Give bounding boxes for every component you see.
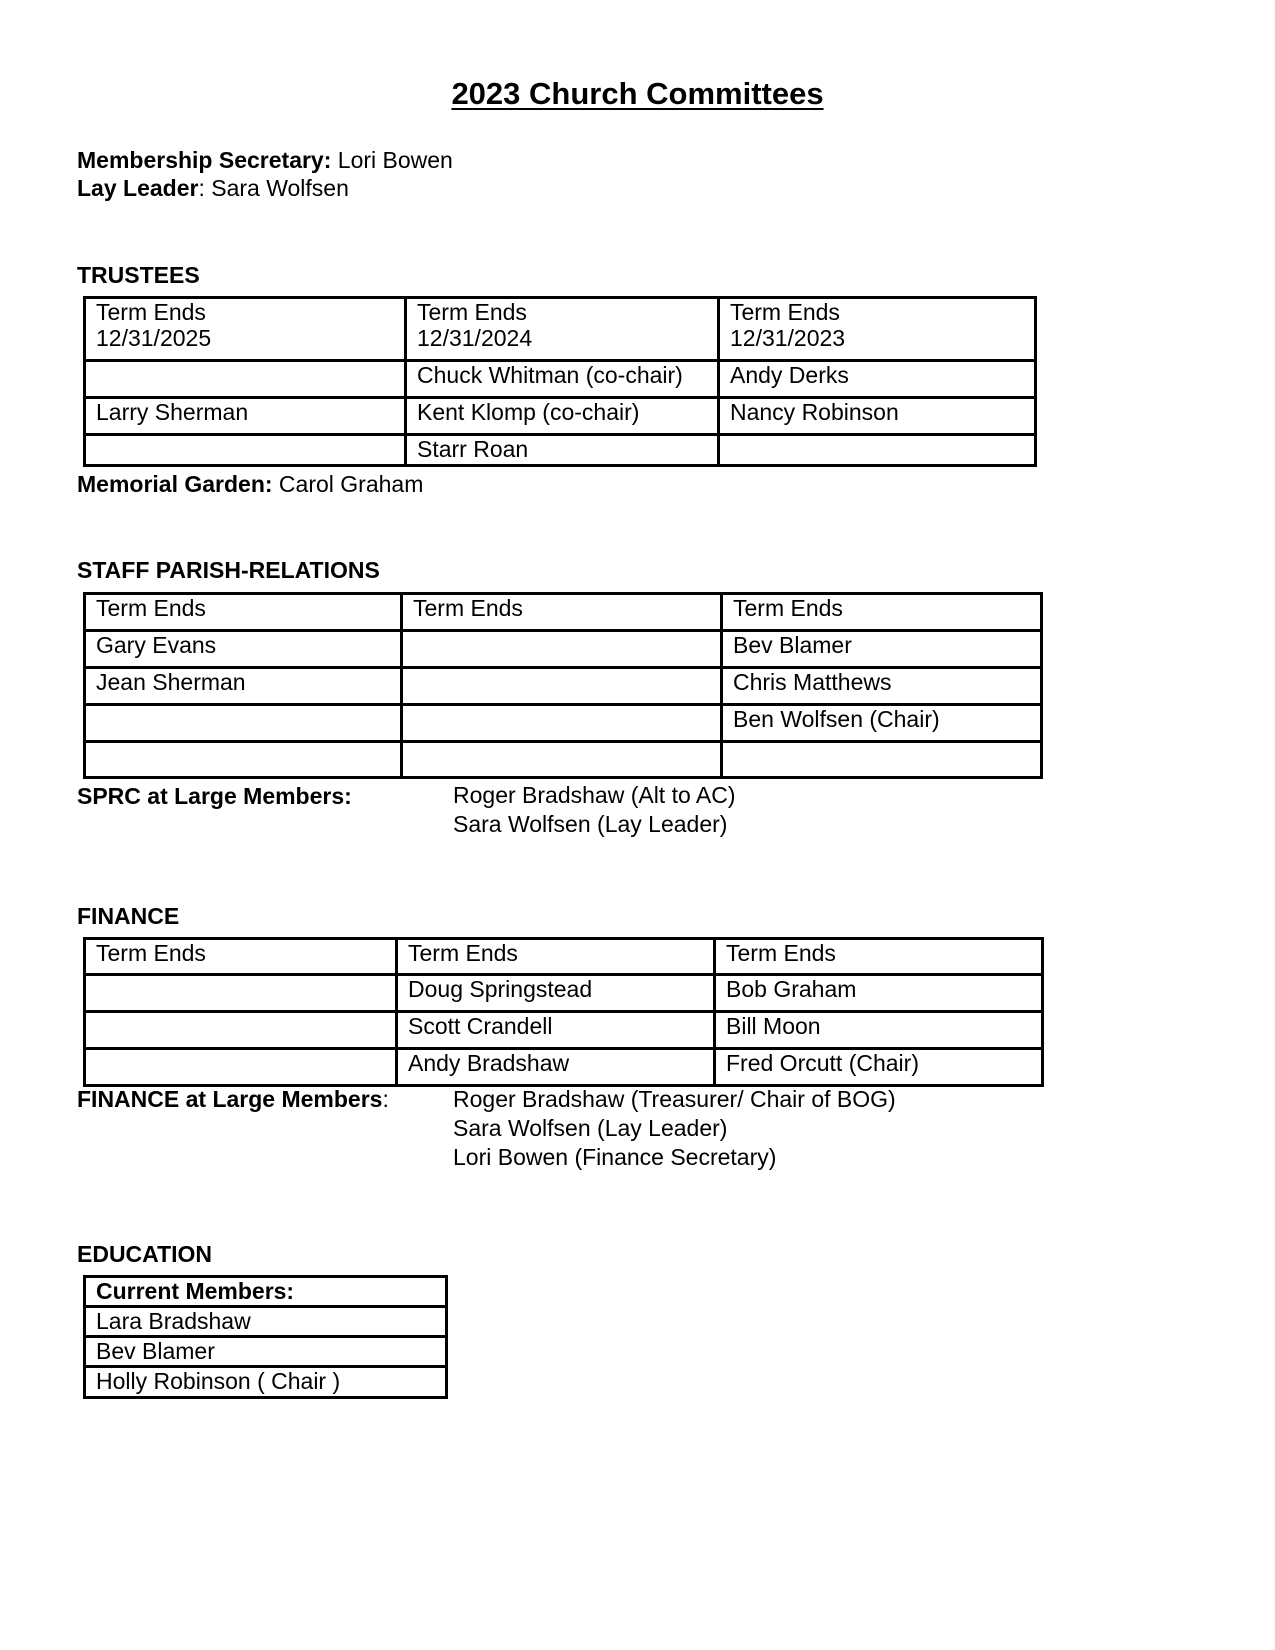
table-row bbox=[85, 1012, 1043, 1049]
finance-at-large-colon: : bbox=[382, 1086, 389, 1112]
table-cell bbox=[85, 361, 406, 398]
memorial-garden-value: Carol Graham bbox=[272, 471, 424, 497]
table-cell: Kent Klomp (co-chair) bbox=[406, 398, 719, 435]
education-heading: EDUCATION bbox=[77, 1241, 213, 1267]
lay-leader-line bbox=[77, 174, 349, 202]
education-table bbox=[83, 1275, 448, 1399]
table-cell: Scott Crandell bbox=[397, 1012, 715, 1049]
table-cell: Bill Moon bbox=[715, 1012, 1043, 1049]
list-item: Sara Wolfsen (Lay Leader) bbox=[453, 1115, 728, 1141]
table-cell bbox=[85, 705, 402, 742]
table-cell: Nancy Robinson bbox=[718, 398, 1035, 435]
table-cell: Bob Graham bbox=[715, 975, 1043, 1012]
list-item: Sara Wolfsen (Lay Leader) bbox=[453, 811, 728, 837]
table-row bbox=[85, 631, 1042, 668]
table-header-cell: Term Ends 12/31/2024 bbox=[406, 298, 719, 361]
table-row bbox=[85, 1277, 447, 1307]
table-cell bbox=[85, 1012, 397, 1049]
table-cell: Fred Orcutt (Chair) bbox=[715, 1049, 1043, 1086]
table-row bbox=[85, 668, 1042, 705]
table-header-cell: Current Members: bbox=[85, 1277, 447, 1307]
sprc-table bbox=[83, 592, 1043, 779]
sprc-at-large-label: SPRC at Large Members: bbox=[77, 783, 352, 809]
table-row bbox=[85, 705, 1042, 742]
table-row bbox=[85, 742, 1042, 778]
finance-at-large-list bbox=[453, 1085, 896, 1172]
table-cell bbox=[722, 742, 1042, 778]
list-item: Roger Bradshaw (Alt to AC) bbox=[453, 782, 736, 808]
list-item: Lori Bowen (Finance Secretary) bbox=[453, 1144, 777, 1170]
table-header-cell: Term Ends 12/31/2023 bbox=[718, 298, 1035, 361]
table-cell: Bev Blamer bbox=[85, 1337, 447, 1367]
table-cell: Larry Sherman bbox=[85, 398, 406, 435]
finance-table bbox=[83, 937, 1044, 1087]
table-cell bbox=[402, 705, 722, 742]
finance-heading: FINANCE bbox=[77, 903, 180, 929]
memorial-garden-label: Memorial Garden: bbox=[77, 471, 273, 497]
table-row bbox=[85, 1337, 447, 1367]
finance-at-large-label: FINANCE at Large Members bbox=[77, 1086, 383, 1112]
table-cell: Bev Blamer bbox=[722, 631, 1042, 668]
table-cell: Chuck Whitman (co-chair) bbox=[406, 361, 719, 398]
table-row bbox=[85, 298, 1036, 361]
sprc-at-large-list bbox=[453, 781, 736, 839]
trustees-heading: TRUSTEES bbox=[77, 262, 200, 288]
table-cell: Ben Wolfsen (Chair) bbox=[722, 705, 1042, 742]
finance-at-large-line bbox=[77, 1085, 389, 1113]
table-header-cell: Term Ends bbox=[85, 594, 402, 631]
table-row bbox=[85, 1307, 447, 1337]
table-row bbox=[85, 435, 1036, 466]
page-title: 2023 Church Committees bbox=[451, 76, 824, 111]
lay-leader-value: : Sara Wolfsen bbox=[198, 175, 349, 201]
table-cell bbox=[85, 435, 406, 466]
table-cell: Holly Robinson ( Chair ) bbox=[85, 1367, 447, 1398]
table-header-cell: Term Ends 12/31/2025 bbox=[85, 298, 406, 361]
table-row bbox=[85, 361, 1036, 398]
table-cell: Gary Evans bbox=[85, 631, 402, 668]
memorial-garden-line bbox=[77, 470, 423, 498]
table-cell: Lara Bradshaw bbox=[85, 1307, 447, 1337]
table-cell: Andy Bradshaw bbox=[397, 1049, 715, 1086]
table-cell: Jean Sherman bbox=[85, 668, 402, 705]
lay-leader-label: Lay Leader bbox=[77, 175, 199, 201]
table-cell bbox=[402, 631, 722, 668]
table-header-cell: Term Ends bbox=[402, 594, 722, 631]
table-cell: Starr Roan bbox=[406, 435, 719, 466]
table-cell bbox=[85, 1049, 397, 1086]
trustees-table bbox=[83, 296, 1037, 467]
table-row bbox=[85, 398, 1036, 435]
table-cell bbox=[718, 435, 1035, 466]
table-cell bbox=[85, 975, 397, 1012]
table-header-cell: Term Ends bbox=[715, 939, 1043, 975]
table-cell: Chris Matthews bbox=[722, 668, 1042, 705]
table-cell: Doug Springstead bbox=[397, 975, 715, 1012]
table-row bbox=[85, 939, 1043, 975]
table-header-cell: Term Ends bbox=[85, 939, 397, 975]
table-row bbox=[85, 1367, 447, 1398]
table-cell bbox=[402, 668, 722, 705]
membership-secretary-label: Membership Secretary: bbox=[77, 147, 332, 173]
sprc-heading: STAFF PARISH-RELATIONS bbox=[77, 557, 380, 583]
table-row bbox=[85, 594, 1042, 631]
membership-secretary-value: Lori Bowen bbox=[331, 147, 453, 173]
table-row bbox=[85, 1049, 1043, 1086]
table-header-cell: Term Ends bbox=[397, 939, 715, 975]
table-row bbox=[85, 975, 1043, 1012]
table-cell bbox=[85, 742, 402, 778]
table-header-cell: Term Ends bbox=[722, 594, 1042, 631]
list-item: Roger Bradshaw (Treasurer/ Chair of BOG) bbox=[453, 1086, 896, 1112]
table-cell bbox=[402, 742, 722, 778]
table-cell: Andy Derks bbox=[718, 361, 1035, 398]
membership-secretary-line bbox=[77, 146, 453, 174]
